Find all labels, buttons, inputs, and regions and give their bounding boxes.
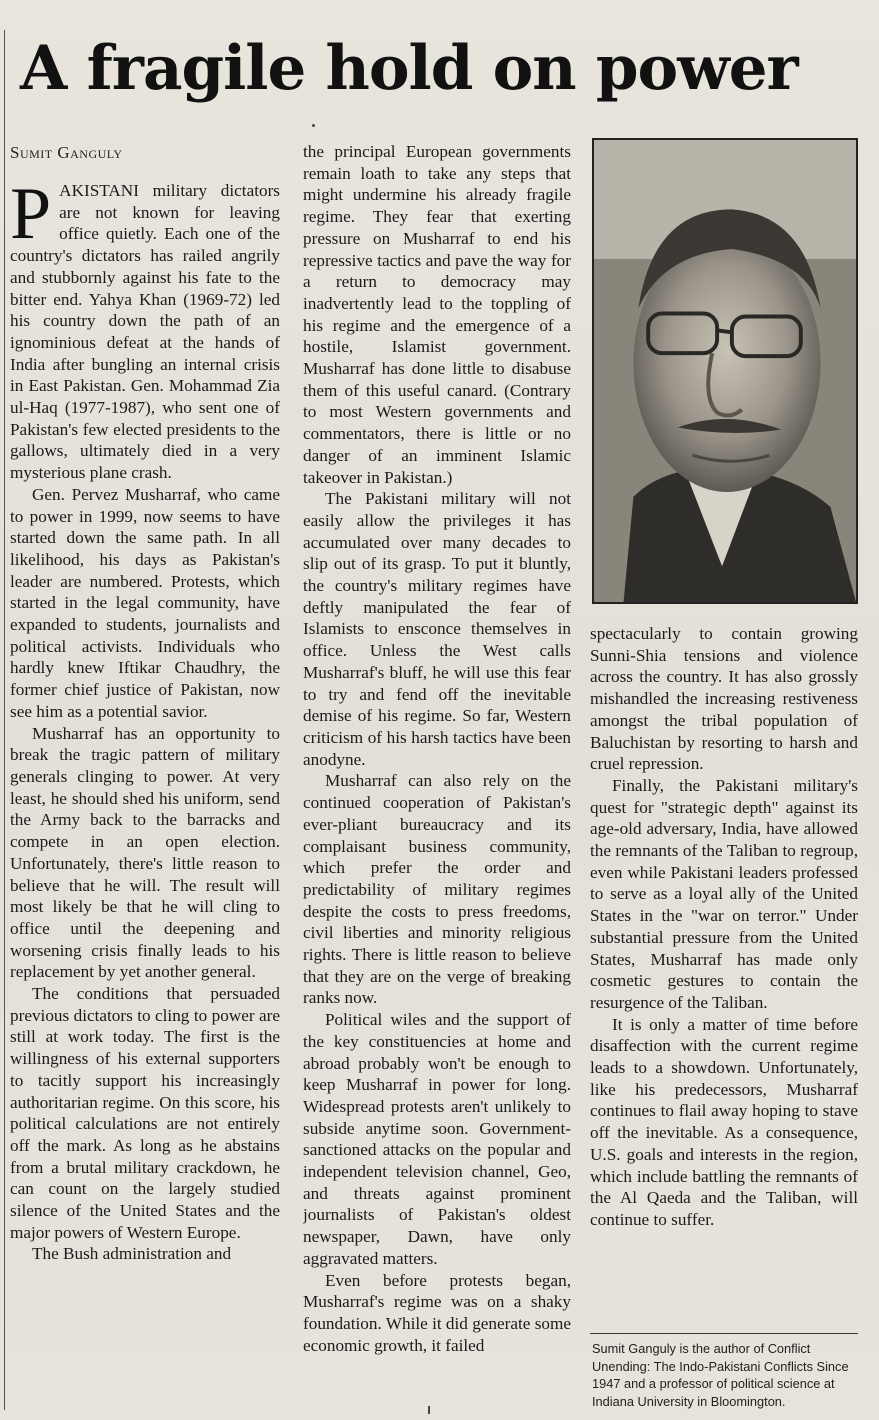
lead-text: AKISTANI military dictators are not known for leaving office quietly. Each one of the country's dictators has railed angrily and stubbornly against his fate to the bitter end. Yahya Khan (1969-72) led his country down the path of an ignominious defeat at the hands of India after bungling an internal crisis in East Pakistan. Gen. Mohammad Zia ul-Haq (1977-1987), who sent one of Pakistan's few elected presidents to the gallows, ultimately died in a very mysterious plane crash. [10,181,280,483]
paragraph: Even before protests began, Musharraf's regime was on a shaky foundation. While it did generate some economic growth, it failed [303,1270,571,1355]
paragraph: The Bush administration and [32,1244,232,1264]
paragraph: Finally, the Pakistani military's quest for "strategic depth" against its age-old adversary, India, have allowed the remnants of the Taliban to regroup, even while Pakistani leaders professed to serve as a loyal ally of the United States in the "war on terror." Under substantial pressure from the United States, Musharraf has made only cosmetic gestures to contain the resurgence of the Taliban. [590,775,858,1012]
paragraph: The conditions that persuaded previous dictators to cling to power are still at work today. The first is the willingness of his external supporters to tacitly support his increasingly authoritarian regime. On this score, his political calculations are not entirely off the mark. As long as he abstains from a brutal military crackdown, he can count on the largely studied silence of the United States and the major powers of Western Europe. [10,984,280,1242]
headline: A fragile hold on power [20,33,798,104]
print-speck [428,1406,430,1414]
paragraph: Political wiles and the support of the key constituencies at home and abroad probably won't be enough to keep Musharraf in power for long. Widespread protests aren't unlikely to subside anytime soon. Government-sanctioned attacks on the popular and independent television channel, Geo, and threats against prominent journalists of Pakistan's oldest newspaper, Dawn, have only aggravated matters. [303,1010,571,1268]
portrait-photo [592,138,858,604]
column-2 [303,141,571,1401]
drop-cap: P [10,180,52,255]
author-note: Sumit Ganguly is the author of Conflict Unending: The Indo-Pakistani Conflicts Since 1947 and a professor of political science at Indiana University in Bloomington. [592,1341,849,1409]
portrait-illustration [594,140,856,602]
column-3 [590,623,858,1313]
paragraph: Gen. Pervez Musharraf, who came to power in 1999, now seems to have started down the same path. In all likelihood, his days as Pakistan's leader are numbered. Protests, which started in the legal community, have expanded to students, journalists and political activists. Individuals who hardly knew Iftikar Chaudhry, the former chief justice of Pakistan, now see him as a potential savior. [10,484,280,721]
byline: Sumit Ganguly [10,143,123,162]
paragraph: Musharraf can also rely on the continued cooperation of Pakistan's ever-pliant bureaucracy and its complaisant business community, which prefer the order and predictability of military regimes despite the costs to press freedoms, civil liberties and minority religious rights. There is little reason to believe that they are on the verge of breaking ranks now. [303,771,571,1008]
paragraph-continued: the principal European governments remain loath to take any steps that might undermine his already fragile regime. They fear that exerting pressure on Musharraf to end his repressive tactics and pave the way for a return to democracy may inadvertently lead to the toppling of his regime and the emergence of a hostile, Islamist government. Musharraf has done little to disabuse them of this useful canard. (Contrary to most Western governments and commentators, there is little or no danger of an imminent Islamic takeover in Pakistan.) [303,142,571,487]
paragraph: The Pakistani military will not easily allow the privileges it has accumulated over many decades to slip out of its grasp. To put it bluntly, the country's military regimes have deftly manipulated the fear of Islamists to ensconce themselves in office. Unless the West calls Musharraf's bluff, he will use this fear to try and fend off the inevitable demise of his regime. So far, Western criticism of his harsh tactics have been anodyne. [303,489,571,769]
lead-paragraph [10,180,280,484]
author-note-rule [590,1333,858,1334]
paragraph-continued: spectacularly to contain growing Sunni-Shia tensions and violence across the country. It has also grossly mishandled the increasing restiveness amongst the tribal population of Baluchistan by resorting to harsh and cruel repression. [590,624,858,774]
column-1 [10,180,280,1400]
print-speck [312,124,315,127]
column-rule [4,30,5,1410]
paragraph: Musharraf has an opportunity to break the tragic pattern of military generals clinging to power. At very least, he should shed his uniform, send the Army back to the barracks and compete in an open election. Unfortunately, there's little reason to believe that he will. The result will most likely be that he will cling to office until the deepening and worsening crisis finally leads to his replacement by yet another general. [10,723,280,982]
paragraph: It is only a matter of time before disaffection with the current regime leads to a showdown. Unfortunately, like his predecessors, Musharraf continues to flail away hoping to stave off the inevitable. As a consequence, U.S. goals and interests in the region, which include battling the remnants of the Al Qaeda and the Taliban, will continue to suffer. [590,1014,858,1229]
